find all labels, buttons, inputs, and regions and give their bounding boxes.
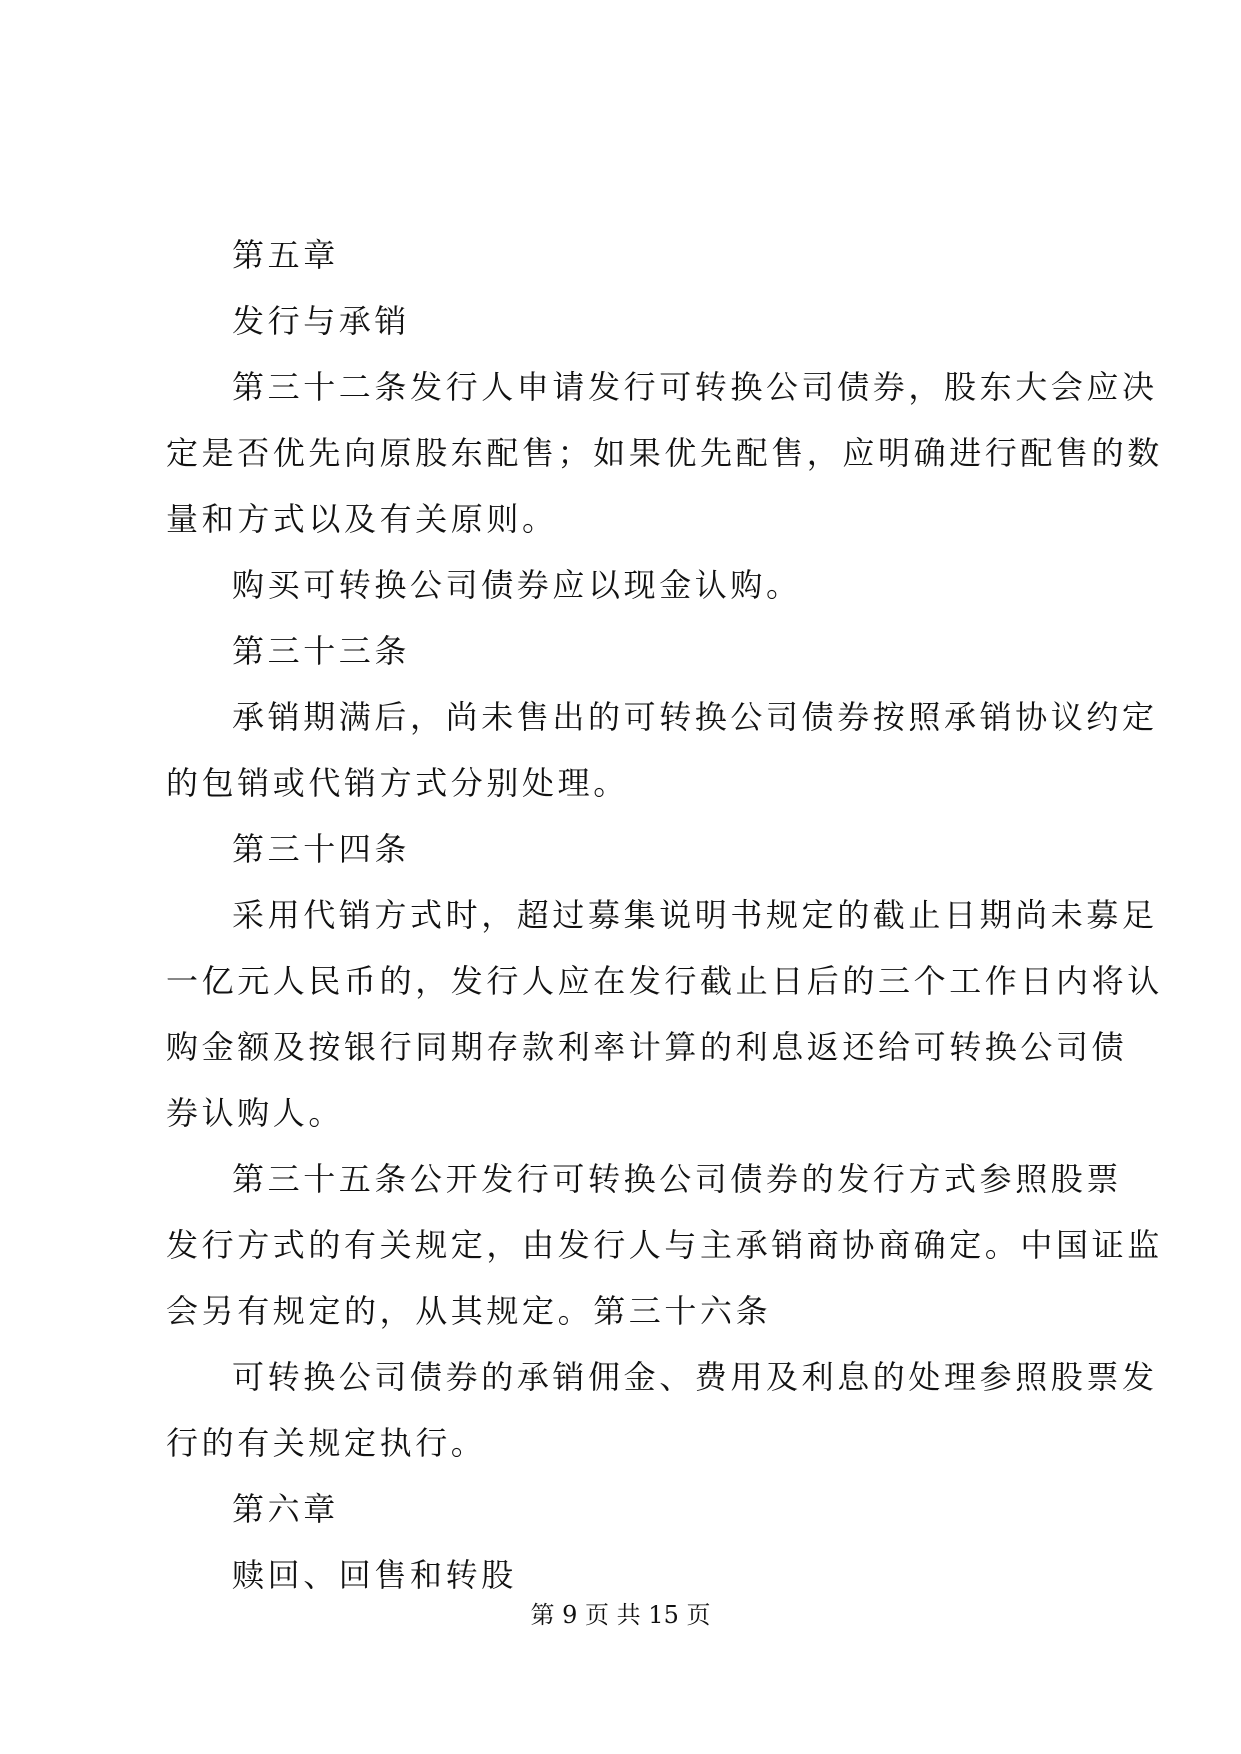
article-33-line-1: 承销期满后，尚未售出的可转换公司债券按照承销协议约定 [232, 698, 1158, 736]
article-35-line-3: 会另有规定的，从其规定。第三十六条 [166, 1292, 772, 1330]
document-body [166, 222, 1163, 1608]
chapter-heading: 第五章 [232, 236, 339, 274]
article-36-line-1: 可转换公司债券的承销佣金、费用及利息的处理参照股票发 [232, 1358, 1158, 1396]
article-34-line-3: 购金额及按银行同期存款利率计算的利息返还给可转换公司债 [166, 1028, 1128, 1066]
chapter-title: 发行与承销 [232, 302, 411, 340]
article-34-line-4: 券认购人。 [166, 1094, 345, 1132]
article-32-line-2: 定是否优先向原股东配售；如果优先配售，应明确进行配售的数 [166, 434, 1163, 472]
article-33-line-2: 的包销或代销方式分别处理。 [166, 764, 629, 802]
article-35-line-2: 发行方式的有关规定，由发行人与主承销商协商确定。中国证监 [166, 1226, 1163, 1264]
article-34-heading: 第三十四条 [232, 830, 411, 868]
page-number-footer: 第 9 页 共 15 页 [530, 1601, 711, 1629]
chapter-6-title: 赎回、回售和转股 [232, 1556, 517, 1594]
article-35-line-1: 第三十五条公开发行可转换公司债券的发行方式参照股票 [232, 1160, 1123, 1198]
article-34-line-2: 一亿元人民币的，发行人应在发行截止日后的三个工作日内将认 [166, 962, 1163, 1000]
article-32-line-3: 量和方式以及有关原则。 [166, 500, 558, 538]
article-34-line-1: 采用代销方式时，超过募集说明书规定的截止日期尚未募足 [232, 896, 1158, 934]
paragraph-cash-subscription: 购买可转换公司债券应以现金认购。 [232, 566, 802, 604]
chapter-6-heading: 第六章 [232, 1490, 339, 1528]
article-32-line-1: 第三十二条发行人申请发行可转换公司债券，股东大会应决 [232, 368, 1158, 406]
article-36-line-2: 行的有关规定执行。 [166, 1424, 487, 1462]
article-33-heading: 第三十三条 [232, 632, 411, 670]
